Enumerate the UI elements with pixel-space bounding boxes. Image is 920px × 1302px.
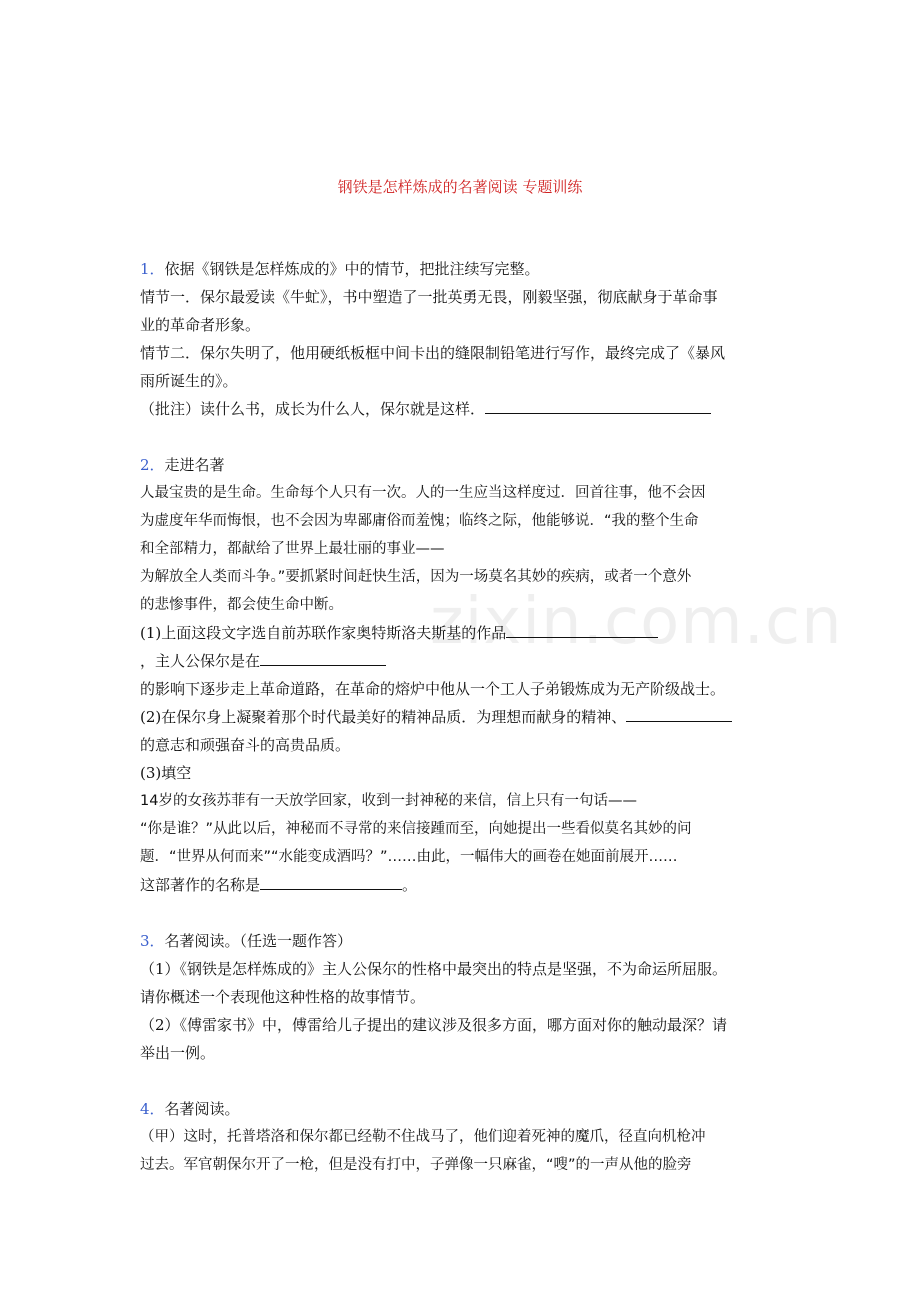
watermark: zixin.com.cn: [430, 585, 843, 659]
q2-sub2-line2: 的意志和顽强奋斗的高贵品质。: [140, 736, 351, 754]
q2-fill-blank[interactable]: [260, 875, 402, 890]
q3-option1-line2: 请你概述一个表现他这种性格的故事情节。: [140, 988, 426, 1006]
q2-fill-line2: “你是谁？”从此以后，神秘而不寻常的来信接踵而至，向她提出一些看似莫名其妙的问: [140, 821, 692, 837]
q2-stem: 2．走进名著: [140, 456, 225, 474]
q1-plot2-line2: 雨所诞生的》。: [140, 372, 238, 390]
q1-plot1-line2: 业的革命者形象。: [140, 316, 261, 334]
q2-sub1-blank[interactable]: [506, 623, 658, 638]
q2-text-line2: 为虚度年华而悔恨，也不会因为卑鄙庸俗而羞愧；临终之际，他能够说．“我的整个生命: [140, 513, 699, 529]
q2-text-line1: 人最宝贵的是生命。生命每个人只有一次。人的一生应当这样度过．回首往事，他不会因: [140, 485, 706, 501]
q2-fill-line1: 14岁的女孩苏菲有一天放学回家，收到一封神秘的来信，信上只有一句话——: [140, 793, 637, 809]
q2-fill-line3: 题．“世界从何而来”“水能变成酒吗？”……由此，一幅伟大的画卷在她面前展开……: [140, 849, 678, 865]
q2-sub3: (3)填空: [140, 764, 192, 782]
q1-number: 1．: [140, 260, 165, 278]
q2-sub2-blank[interactable]: [626, 707, 732, 722]
q1-stem: 1．依据《钢铁是怎样炼成的》中的情节，把批注续写完整。: [140, 260, 540, 278]
q3-option2-line2: 举出一例。: [140, 1044, 216, 1062]
q3-stem: 3．名著阅读。（任选一题作答）: [140, 932, 353, 950]
q2-sub2: (2)在保尔身上凝聚着那个时代最美好的精神品质．为理想而献身的精神、: [140, 707, 790, 727]
q3-option1-line1: （1）《钢铁是怎样炼成的》主人公保尔的性格中最突出的特点是坚强，不为命运所屈服。: [140, 960, 728, 978]
q4-passage-line1: （甲）这时，托普塔洛和保尔都已经勒不住战马了，他们迎着死神的魔爪，径直向机枪冲: [140, 1129, 706, 1145]
q2-fill-line4: 这部著作的名称是 。: [140, 876, 418, 894]
q2-number: 2．: [140, 456, 165, 474]
q1-plot1-line1: 情节一．保尔最爱读《牛虻》，书中塑造了一批英勇无畏，刚毅坚强，彻底献身于革命事: [140, 288, 718, 306]
page-title: 钢铁是怎样炼成的名著阅读 专题训练: [337, 178, 583, 196]
q2-sub1-line2: ，主人公保尔是在: [140, 651, 790, 671]
q2-sub1-line3: 的影响下逐步走上革命道路，在革命的熔炉中他从一个工人子弟锻炼成为无产阶级战士。: [140, 680, 726, 698]
q2-text-line4: 为解放全人类而斗争。”要抓紧时间赶快生活，因为一场莫名其妙的疾病，或者一个意外: [140, 569, 692, 585]
q4-passage-line2: 过去。军官朝保尔开了一枪，但是没有打中，子弹像一只麻雀，“嗖”的一声从他的脸旁: [140, 1157, 692, 1173]
q1-plot2-line1: 情节二．保尔失明了，他用硬纸板框中间卡出的缝限制铅笔进行写作，最终完成了《暴风: [140, 344, 726, 362]
q2-text-line3: 和全部精力，都献给了世界上最壮丽的事业——: [140, 541, 445, 557]
q2-text-line5: 的悲惨事件，都会使生命中断。: [140, 597, 343, 613]
q2-sub1-blank2[interactable]: [260, 651, 386, 666]
q1-note: （批注）读什么书，成长为什么人，保尔就是这样．: [140, 399, 790, 419]
q3-option2-line1: （2）《傅雷家书》中，傅雷给儿子提出的建议涉及很多方面，哪方面对你的触动最深？请: [140, 1016, 728, 1034]
q3-number: 3．: [140, 932, 165, 950]
q4-number: 4．: [140, 1100, 165, 1118]
q1-answer-blank[interactable]: [485, 399, 711, 414]
q2-sub1: (1)上面这段文字选自前苏联作家奥特斯洛夫斯基的作品: [140, 623, 790, 643]
q4-stem: 4．名著阅读。: [140, 1100, 240, 1118]
